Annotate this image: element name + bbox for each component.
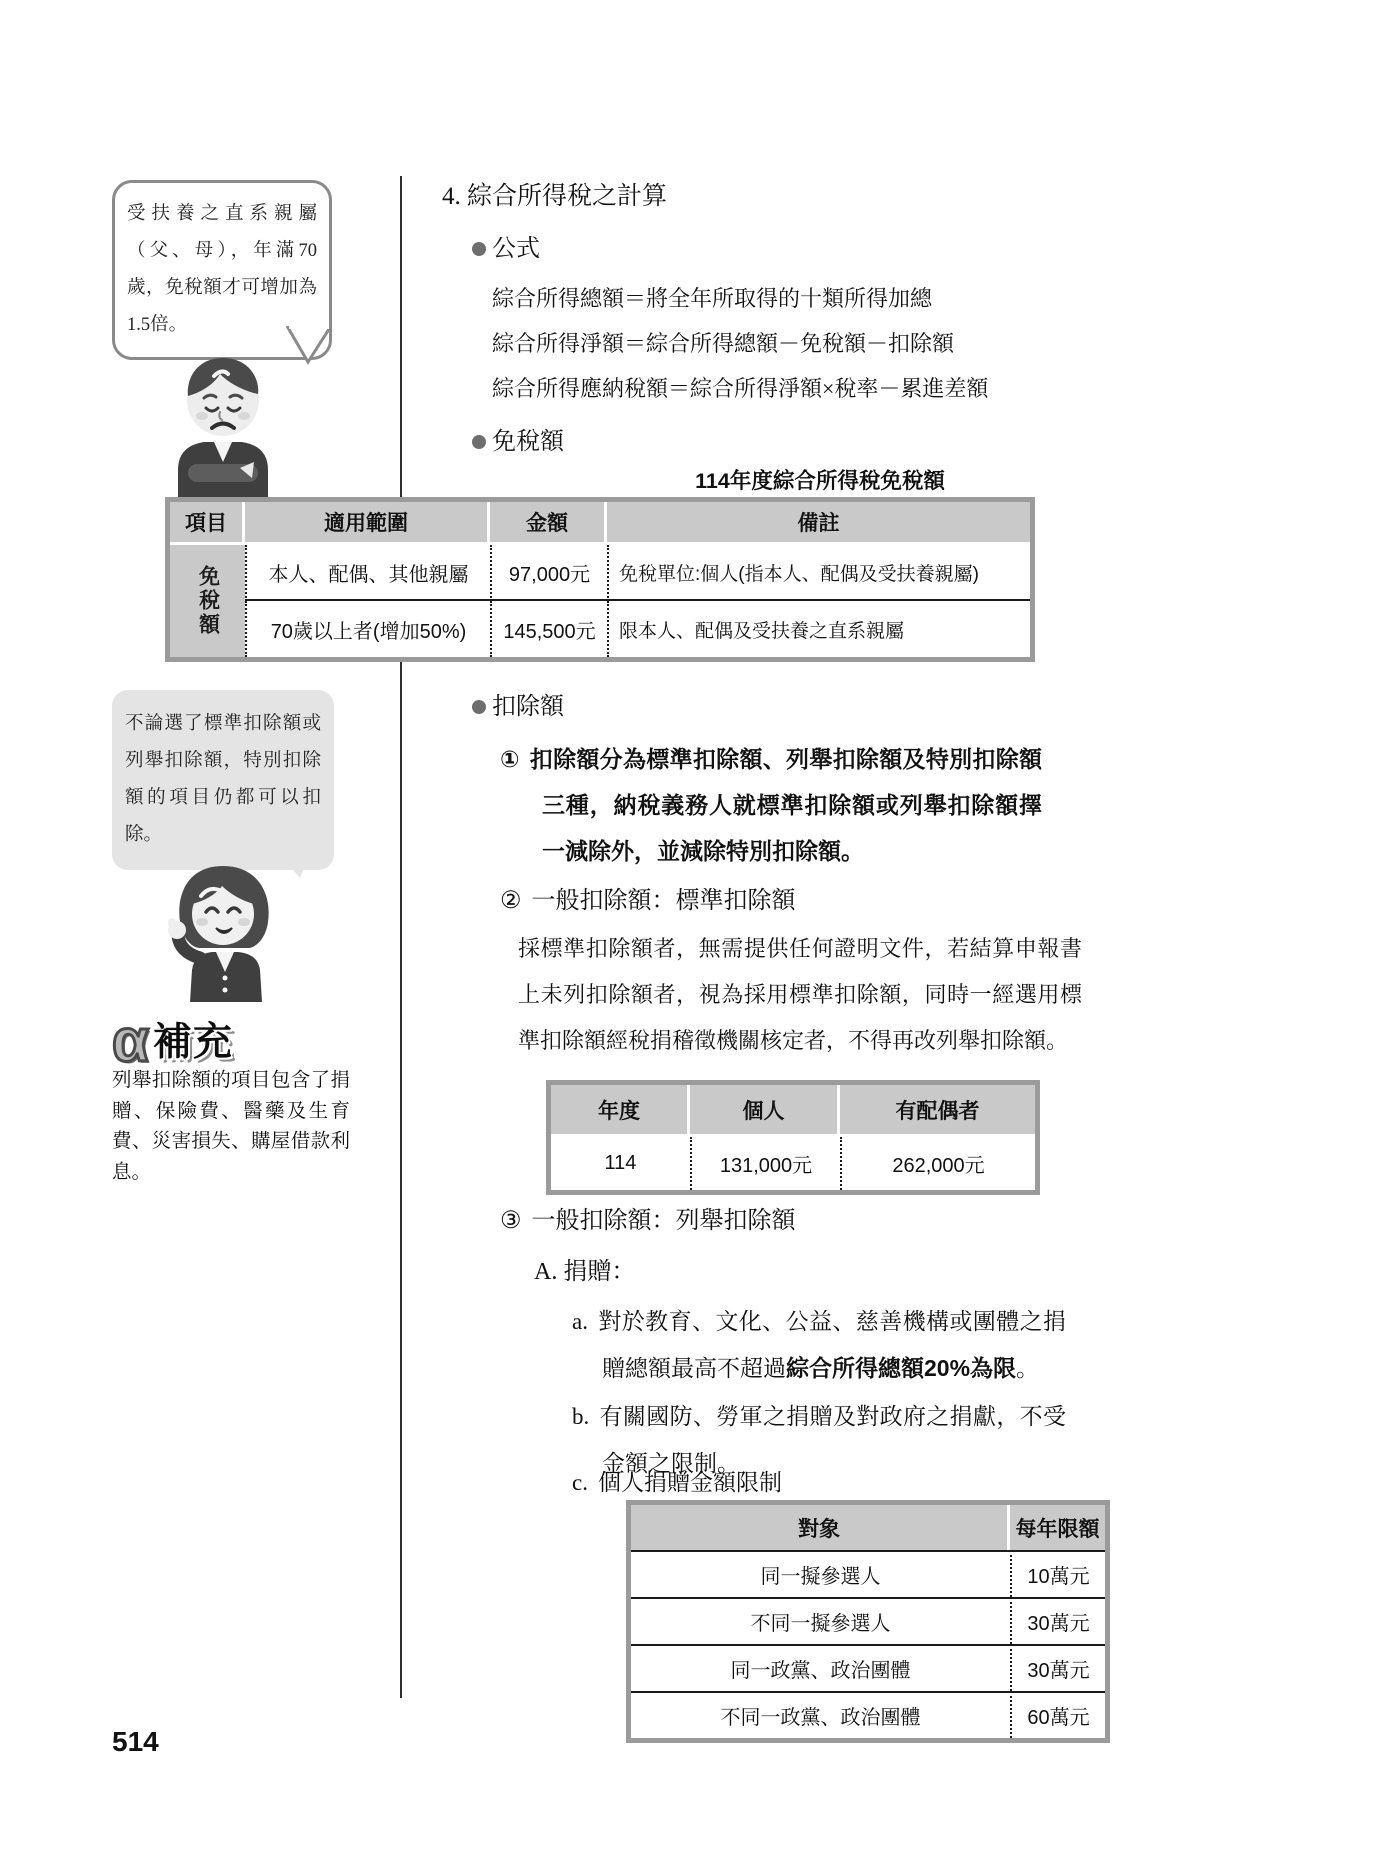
table-cell-limit: 10萬元: [1010, 1550, 1105, 1597]
table-cell-limit: 30萬元: [1010, 1644, 1105, 1691]
item-text: 個人捐贈金額限制: [597, 1470, 782, 1495]
column-header: 有配偶者: [840, 1085, 1035, 1137]
table-cell-amount: 97,000元: [490, 545, 607, 601]
speech-bubble-tail: [286, 326, 334, 368]
list-letter: b.: [572, 1404, 590, 1429]
table-cell-target: 同一擬參選人: [631, 1550, 1010, 1597]
bullet-icon: [472, 435, 486, 449]
alpha-icon: α: [112, 1007, 149, 1074]
item-text: 扣除額分為標準扣除額、列舉扣除額及特別扣除額三種，納稅義務人就標準扣除額或列舉扣除額擇一減除外，並減除特別扣除額。: [529, 746, 1043, 864]
column-header: 對象: [631, 1505, 1010, 1550]
speech-bubble-text: 受扶養之直系親屬（父、母），年滿70歲，免稅額才可增加為1.5倍。: [127, 204, 317, 335]
man-character-illustration: [162, 342, 284, 504]
speech-bubble-text: 不論選了標準扣除額或列舉扣除額，特別扣除額的項目仍都可以扣除。: [125, 714, 321, 845]
table-cell-target: 不同一政黨、政治團體: [631, 1691, 1010, 1738]
column-header: 個人: [690, 1085, 840, 1137]
numbered-item-1: [500, 736, 1042, 874]
table-cell-target: 不同一擬參選人: [631, 1597, 1010, 1644]
list-letter: a.: [572, 1309, 588, 1334]
formula-line: 綜合所得應納稅額＝綜合所得淨額×稅率－累進差額: [492, 376, 989, 401]
supplement-note: 列舉扣除額的項目包含了捐贈、保險費、醫藥及生育費、災害損失、購屋借款利息。: [112, 1070, 350, 1183]
item-text-bold: 綜合所得總額20%為限: [786, 1355, 1017, 1381]
item-text: 。: [1016, 1356, 1040, 1381]
donation-limit-table: [626, 1500, 1110, 1743]
table-cell-note: 限本人、配偶及受扶養之直系親屬: [607, 601, 1030, 657]
table-cell-year: 114: [551, 1137, 690, 1190]
column-header: 備註: [607, 502, 1030, 545]
bullet-icon: [472, 242, 486, 256]
column-header: 適用範圍: [245, 502, 490, 545]
list-letter: c.: [572, 1470, 588, 1495]
column-header: 年度: [551, 1085, 690, 1137]
table-cell-amount: 145,500元: [490, 601, 607, 657]
formula-line: 綜合所得總額＝將全年所取得的十類所得加總: [492, 286, 933, 311]
circled-number-icon: ①: [500, 746, 520, 772]
donation-heading: A. 捐贈：: [534, 1259, 636, 1285]
table-cell-married: 262,000元: [840, 1137, 1035, 1190]
table-cell-scope: 70歲以上者(增加50%): [245, 601, 490, 657]
bullet-icon: [472, 700, 486, 714]
woman-character-illustration: [156, 860, 290, 1002]
page-number: 514: [112, 1726, 159, 1757]
item-text: 一般扣除額：標準扣除額: [531, 888, 796, 914]
supplement-badge: [112, 1006, 233, 1075]
column-header: 項目: [170, 502, 245, 545]
circled-number-icon: ②: [500, 888, 522, 914]
standard-deduction-table: [546, 1080, 1040, 1195]
section-heading: 4. 綜合所得稅之計算: [442, 183, 668, 210]
numbered-item-2: [500, 880, 796, 915]
donation-item-a: [572, 1298, 1066, 1392]
donation-item-c: [572, 1464, 782, 1497]
column-header: 金額: [490, 502, 607, 545]
item-text: 有關國防、勞軍之捐贈及對政府之捐獻，不受金額之限制。: [599, 1404, 1066, 1476]
exemption-table: [165, 497, 1035, 662]
standard-deduction-paragraph: 採標準扣除額者，無需提供任何證明文件，若結算申報書上未列扣除額者，視為採用標準扣除額，同時一經選用標準扣除額經稅捐稽徵機關核定者，不得再改列舉扣除額。: [518, 936, 1082, 1053]
table-cell-note: 免稅單位:個人(指本人、配偶及受扶養親屬): [607, 545, 1030, 601]
table-cell-limit: 30萬元: [1010, 1597, 1105, 1644]
speech-bubble-deduction-tip: [112, 690, 334, 870]
table-title: 114年度綜合所得稅免稅額: [695, 469, 945, 493]
column-divider-rule: [400, 176, 402, 1698]
row-group-label: 免稅額: [170, 545, 245, 657]
item-text: 對於教育、文化、公益、慈善機構或團體之捐贈總額最高不超過: [597, 1309, 1066, 1381]
column-header: 每年限額: [1010, 1505, 1105, 1550]
subsection-formula-label: 公式: [492, 236, 540, 262]
table-cell-limit: 60萬元: [1010, 1691, 1105, 1738]
numbered-item-3: [500, 1200, 796, 1235]
item-text: 一般扣除額：列舉扣除額: [531, 1208, 796, 1234]
supplement-label: 補充: [152, 1021, 233, 1064]
table-cell-scope: 本人、配偶、其他親屬: [245, 545, 490, 601]
table-cell-target: 同一政黨、政治團體: [631, 1644, 1010, 1691]
circled-number-icon: ③: [500, 1208, 522, 1234]
table-cell-single: 131,000元: [690, 1137, 840, 1190]
subsection-exemption-label: 免稅額: [492, 429, 564, 455]
formula-block: [492, 276, 988, 411]
formula-line: 綜合所得淨額＝綜合所得總額－免稅額－扣除額: [492, 331, 955, 356]
subsection-deduction-label: 扣除額: [492, 694, 564, 720]
